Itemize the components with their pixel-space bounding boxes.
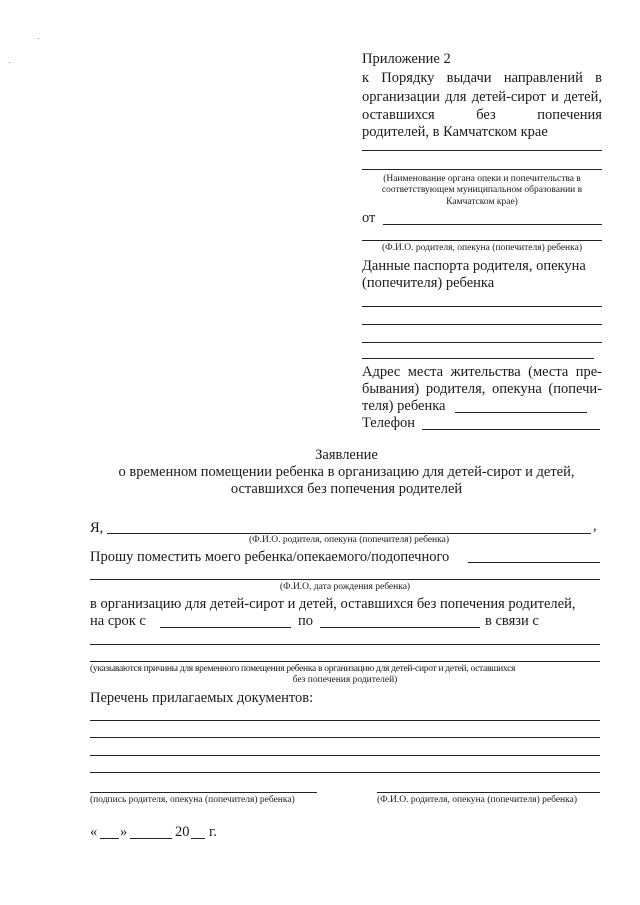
phone-line[interactable] [422,429,600,430]
date-close-quote: » [120,824,128,840]
documents-line-1[interactable] [90,720,600,721]
statement-subtitle-2: оставшихся без попечения родителей [230,481,463,497]
signature-fio-line[interactable] [377,792,600,793]
from-fio-caption: (Ф.И.О. родителя, опекуна (попечителя) ребенка) [382,243,582,253]
appendix-line-2: организации для детей-сирот и детей, [362,89,602,105]
organ-caption-3: Камчатском крае) [446,197,518,207]
applicant-fio-caption: (Ф.И.О. родителя, опекуна (попечителя) ребенка) [249,535,449,545]
term-to: по [298,613,314,629]
reason-line-2[interactable] [90,661,600,662]
scan-speck [9,62,10,63]
appendix-line-4: родителей, в Камчатском крае [362,124,548,140]
term-reason: в связи с [485,613,539,629]
applicant-fio-line[interactable] [107,533,591,534]
appendix-line-3-left: оставшихся [362,107,435,123]
date-open-quote: « [90,824,98,840]
term-prefix: на срок с [90,613,146,629]
appendix-title: Приложение 2 [362,51,451,67]
address-label-1: Адрес места жительства (места пре- [362,364,602,380]
reason-caption-2: без попечения родителей) [292,675,398,685]
appendix-line-3-mid: без [476,107,496,123]
from-label: от [362,210,376,226]
signature-line[interactable] [90,792,317,793]
statement-title: Заявление [315,447,378,463]
signature-fio-caption: (Ф.И.О. родителя, опекуна (попечителя) ребенка) [377,795,577,805]
date-year-suffix: г. [209,824,217,840]
child-line[interactable] [90,579,600,580]
org-text: в организацию для детей-сирот и детей, оставшихся без попечения родителей, [90,596,576,612]
request-line[interactable] [468,562,600,563]
from-line-2[interactable] [362,240,602,241]
statement-subtitle-1: о временном помещении ребенка в организацию для детей-сирот и детей, [118,464,575,480]
organ-caption-1: (Наименование органа опеки и попечительства в [383,174,581,184]
documents-line-4[interactable] [90,772,600,773]
documents-line-3[interactable] [90,755,600,756]
passport-label-1: Данные паспорта родителя, опекуна [362,258,586,274]
documents-label: Перечень прилагаемых документов: [90,690,314,706]
term-from-line[interactable] [160,627,291,628]
date-year-line[interactable] [191,838,205,839]
phone-label: Телефон [362,415,415,431]
organ-name-line-2[interactable] [362,169,602,170]
date-year-prefix: 20 [175,824,190,840]
organ-name-line-1[interactable] [362,150,602,151]
address-line[interactable] [455,412,587,413]
passport-line-2[interactable] [362,324,602,325]
address-label-3: теля) ребенка [362,398,446,414]
passport-line-4[interactable] [362,358,594,359]
date-month-line[interactable] [130,838,172,839]
passport-line-3[interactable] [362,342,602,343]
reason-line-1[interactable] [90,644,600,645]
organ-caption-2: соответствующем муниципальном образовании в [381,185,583,195]
passport-line-1[interactable] [362,306,602,307]
from-line[interactable] [383,224,602,225]
address-label-2: бывания) родителя, опекуна (попечи- [362,381,602,397]
scan-speck [38,38,39,39]
child-caption: (Ф.И.О, дата рождения ребенка) [279,582,411,592]
passport-label-2: (попечителя) ребенка [362,275,495,291]
term-to-line[interactable] [320,627,480,628]
appendix-line-1: к Порядку выдачи направлений в [362,70,602,86]
reason-caption-1: (указываются причины для временного помещения ребенка в организацию для детей-сирот и детей, оставшихся [90,664,516,674]
signature-caption: (подпись родителя, опекуна (попечителя) ребенка) [90,795,295,805]
date-day-line[interactable] [100,838,119,839]
appendix-line-3 [362,107,602,124]
i-label: Я, [90,520,104,536]
appendix-line-3-right: попечения [537,107,602,123]
applicant-comma: , [593,518,597,534]
request-text: Прошу поместить моего ребенка/опекаемого/подопечного [90,549,450,565]
documents-line-2[interactable] [90,737,600,738]
